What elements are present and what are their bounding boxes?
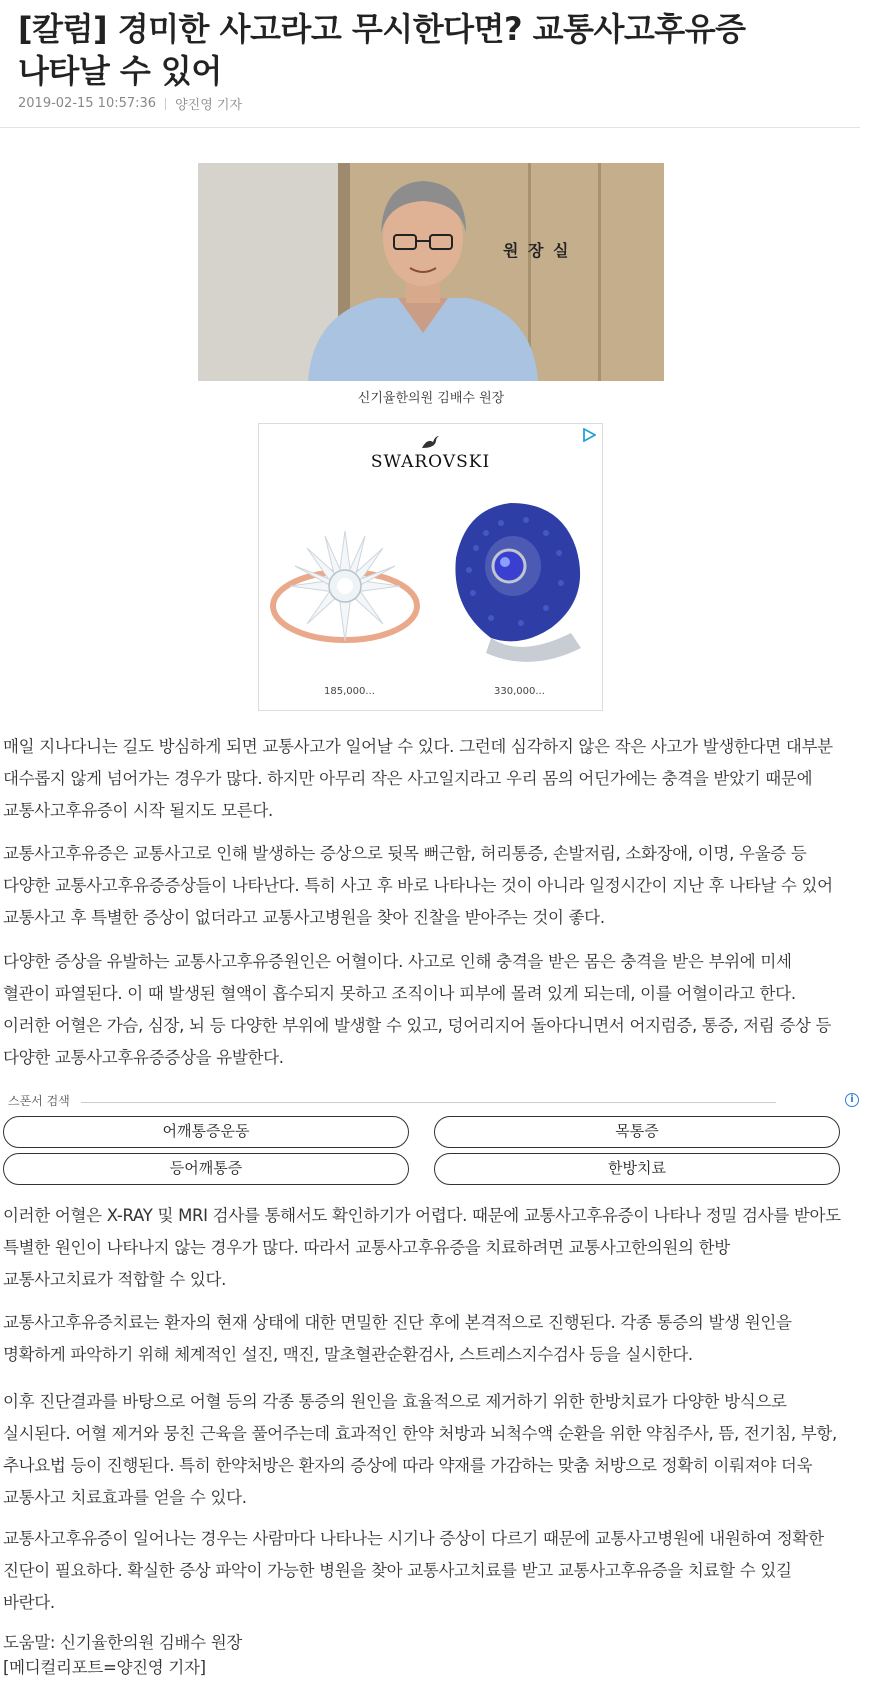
article-datetime: 2019-02-15 10:57:36	[18, 96, 157, 111]
sponsor-link-herbal-treatment[interactable]: 한방치료	[434, 1153, 840, 1185]
article-paragraph	[3, 946, 863, 1074]
adchoices-icon[interactable]	[582, 428, 596, 442]
swan-logo-icon	[419, 432, 443, 452]
sponsor-search-box	[3, 1092, 863, 1192]
sponsor-link-neck-pain[interactable]: 목통증	[434, 1116, 840, 1148]
paragraph-line: 이후 진단결과를 바탕으로 어혈 등의 각종 통증의 원인을 효율적으로 제거하기 위한 한방치료가 다양한 방식으로	[3, 1392, 787, 1411]
paragraph-line: 도움말: 신기율한의원 김배수 원장	[3, 1633, 243, 1652]
advertisement-banner[interactable]	[258, 423, 603, 711]
paragraph-line: 혈관이 파열된다. 이 때 발생된 혈액이 흡수되지 못하고 조직이나 피부에 몰려 있게 되는데, 이를 어혈이라고 한다.	[3, 984, 796, 1003]
paragraph-line: 다양한 증상을 유발하는 교통사고후유증원인은 어혈이다. 사고로 인해 충격을 받은 몸은 충격을 받은 부위에 미세	[3, 952, 792, 971]
sponsor-link-shoulder-exercise[interactable]: 어깨통증운동	[3, 1116, 409, 1148]
sponsor-link-back-shoulder-pain[interactable]: 등어깨통증	[3, 1153, 409, 1185]
headline-line-1: [칼럼] 경미한 사고라고 무시한다면? 교통사고후유증	[18, 10, 746, 48]
paragraph-line: 특별한 원인이 나타나지 않는 경우가 많다. 따라서 교통사고후유증을 치료하려면 교통사고한의원의 한방	[3, 1238, 730, 1257]
sunshine-ring-image[interactable]	[265, 486, 425, 666]
sponsor-search-label: 스폰서 검색	[8, 1094, 70, 1108]
paragraph-line: 이러한 어혈은 가슴, 심장, 뇌 등 다양한 부위에 발생할 수 있고, 덩어리지어 돌아다니면서 어지럼증, 통증, 저림 증상 등	[3, 1016, 832, 1035]
article-photo	[198, 163, 664, 381]
paragraph-line: 매일 지나다니는 길도 방심하게 되면 교통사고가 일어날 수 있다. 그런데 심각하지 않은 작은 사고가 발생한다면 대부분	[3, 737, 833, 756]
article-paragraph	[3, 1386, 863, 1514]
article-paragraph	[3, 1307, 863, 1371]
ad-price-1[interactable]: 185,000...	[324, 686, 375, 697]
article-paragraph	[3, 731, 863, 827]
article-paragraph	[3, 1200, 863, 1296]
article-meta	[18, 94, 242, 113]
ad-brand-name: SWAROVSKI	[370, 452, 491, 472]
paragraph-line: 교통사고후유증은 교통사고로 인해 발생하는 증상으로 뒷목 뻐근함, 허리통증, 손발저림, 소화장애, 이명, 우울증 등	[3, 844, 807, 863]
paragraph-line: 명확하게 파악하기 위해 체계적인 설진, 맥진, 말초혈관순환검사, 스트레스지수검사 등을 실시한다.	[3, 1345, 693, 1364]
paragraph-line: [메디컬리포트=양진영 기자]	[3, 1658, 206, 1677]
sponsor-divider	[81, 1102, 776, 1103]
headline-line-2: 나타날 수 있어	[18, 52, 222, 90]
article-reporter: 양진영 기자	[175, 98, 243, 113]
blue-pave-ring-image[interactable]	[431, 488, 596, 663]
article-paragraph	[3, 1523, 863, 1619]
doctor-portrait-image	[198, 163, 664, 381]
paragraph-line: 교통사고 치료효과를 얻을 수 있다.	[3, 1488, 247, 1507]
paragraph-line: 다양한 교통사고후유증증상을 유발한다.	[3, 1048, 284, 1067]
door-sign: 원 장 실	[503, 241, 571, 260]
paragraph-line: 추나요법 등이 진행된다. 특히 한약처방은 환자의 증상에 따라 약재를 가감하는 맞춤 처방으로 정확히 이뤄져야 더욱	[3, 1456, 813, 1475]
paragraph-line: 이러한 어혈은 X-RAY 및 MRI 검사를 통해서도 확인하기가 어렵다. 때문에 교통사고후유증이 나타나 정밀 검사를 받아도	[3, 1206, 841, 1225]
info-icon[interactable]: i	[845, 1093, 859, 1107]
paragraph-line: 교통사고후유증이 일어나는 경우는 사람마다 나타나는 시기나 증상이 다르기 때문에 교통사고병원에 내원하여 정확한	[3, 1529, 824, 1548]
article-paragraph	[3, 838, 863, 934]
article-byline	[3, 1654, 863, 1682]
header-divider	[0, 127, 860, 128]
paragraph-line: 교통사고후유증치료는 환자의 현재 상태에 대한 면밀한 진단 후에 본격적으로 진행된다. 각종 통증의 발생 원인을	[3, 1313, 792, 1332]
paragraph-line: 진단이 필요하다. 확실한 증상 파악이 가능한 병원을 찾아 교통사고치료를 받고 교통사고후유증을 치료할 수 있길	[3, 1561, 792, 1580]
paragraph-line: 실시된다. 어혈 제거와 뭉친 근육을 풀어주는데 효과적인 한약 처방과 뇌척수액 순환을 위한 약침주사, 뜸, 전기침, 부항,	[3, 1424, 837, 1443]
photo-caption: 신기율한의원 김배수 원장	[357, 391, 505, 406]
ad-price-2[interactable]: 330,000...	[494, 686, 545, 697]
meta-divider	[165, 98, 166, 110]
paragraph-line: 교통사고후유증이 시작 될지도 모른다.	[3, 801, 274, 820]
article-headline	[18, 8, 858, 92]
paragraph-line: 대수롭지 않게 넘어가는 경우가 많다. 하지만 아무리 작은 사고일지라고 우리 몸의 어딘가에는 충격을 받았기 때문에	[3, 769, 813, 788]
paragraph-line: 교통사고 후 특별한 증상이 없더라고 교통사고병원을 찾아 진찰을 받아주는 것이 좋다.	[3, 908, 605, 927]
paragraph-line: 다양한 교통사고후유증증상들이 나타난다. 특히 사고 후 바로 나타나는 것이 아니라 일정시간이 지난 후 나타날 수 있어	[3, 876, 833, 895]
paragraph-line: 교통사고치료가 적합할 수 있다.	[3, 1270, 227, 1289]
paragraph-line: 바란다.	[3, 1593, 55, 1612]
